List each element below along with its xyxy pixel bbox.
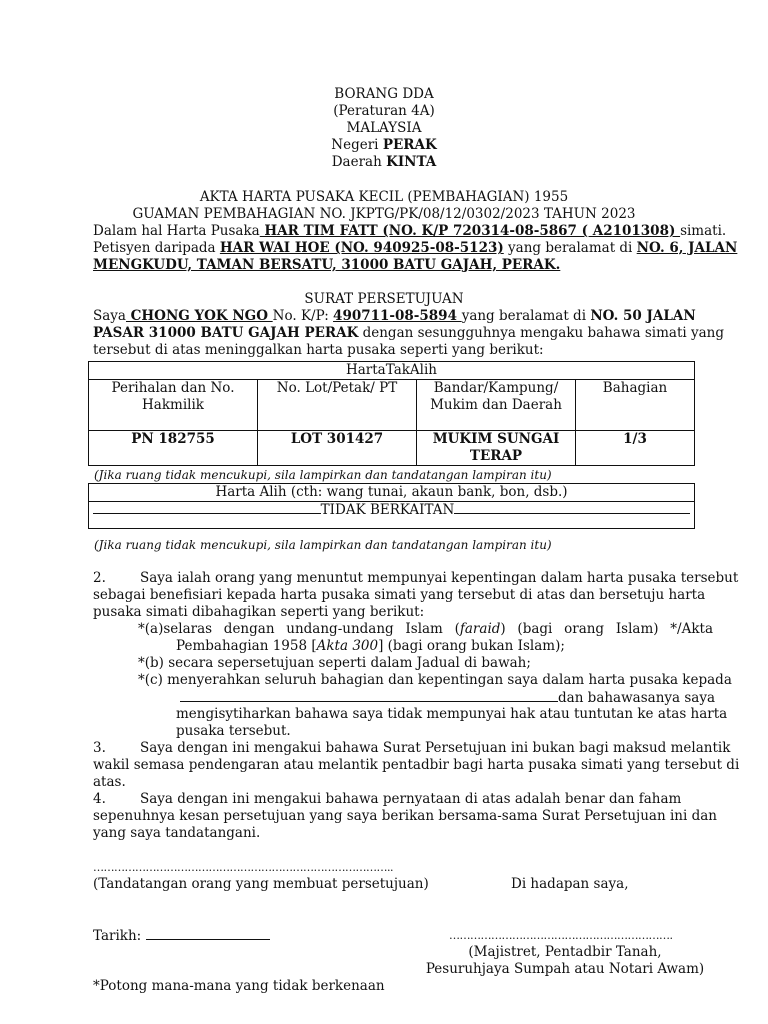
footnote: *Potong mana-mana yang tidak berkenaan	[93, 978, 385, 994]
para-4-line-1	[93, 791, 681, 808]
consent-title: SURAT PERSETUJUAN	[304, 291, 464, 307]
cell-lot: LOT 301427	[258, 431, 417, 466]
form-title: BORANG DDA	[334, 86, 434, 102]
deceased-name: HAR TIM FATT (NO. K/P 720314-08-5867 ( A2101308)	[259, 223, 681, 239]
movable-table	[88, 483, 695, 529]
date-field[interactable]	[146, 927, 270, 940]
case-number: GUAMAN PEMBAHAGIAN NO. JKPTG/PK/08/12/0302/2023 TAHUN 2023	[132, 206, 636, 222]
cell-title: PN 182755	[89, 431, 258, 466]
option-a-act: Akta 300	[316, 638, 379, 654]
district-label: Daerah	[331, 154, 382, 170]
ic-label: No. K/P:	[272, 308, 334, 324]
option-c-line-4: pusaka tersebut.	[176, 723, 291, 739]
option-a-act-post: ] (bagi orang bukan Islam);	[378, 638, 565, 654]
date-line	[93, 927, 270, 945]
consent-line-3: tersebut di atas meninggalkan harta pusaka seperti yang berikut:	[93, 342, 544, 358]
petitioner-address-2: MENGKUDU, TAMAN BERSATU, 31000 BATU GAJAH, PERAK.	[93, 257, 561, 273]
signature-label: (Tandatangan orang yang membuat persetujuan)	[93, 876, 429, 892]
petitioner-address-1: NO. 6, JALAN	[636, 240, 738, 256]
consent-line-2-suffix: dengan sesungguhnya mengaku bahawa simati yang	[362, 325, 724, 341]
option-a-act-pre: Pembahagian 1958 [	[176, 638, 317, 654]
form-district	[0, 154, 768, 171]
consenter-ic: 490711-08-5894	[333, 308, 462, 324]
consent-line-2	[93, 325, 724, 342]
option-b: *(b) secara sepersetujuan seperti dalam Jadual di bawah;	[138, 655, 531, 671]
petition-mid: yang beralamat di	[508, 240, 633, 256]
option-a-faraid: faraid	[459, 621, 501, 637]
para-2-text-1: Saya ialah orang yang menuntut mempunyai kepentingan dalam harta pusaka tersebut	[140, 570, 739, 586]
address-label: yang beralamat di	[461, 308, 591, 324]
saya-label: Saya	[93, 308, 126, 324]
immovable-note: (Jika ruang tidak mencukupi, sila lampirkan dan tandatangan lampiran itu)	[94, 468, 552, 482]
officer-line-1: (Majistret, Pentadbir Tanah,	[468, 944, 662, 960]
district-value: KINTA	[386, 154, 437, 170]
date-label: Tarikh:	[93, 928, 142, 944]
petition-line	[93, 240, 737, 257]
col-header-title: Perihalan dan No. Hakmilik	[89, 380, 258, 431]
option-a-line-2	[176, 638, 565, 655]
para-3-line-2: wakil semasa pendengaran atau melantik pentadbir bagi harta pusaka simati yang tersebut di	[93, 757, 740, 773]
consenter-name: CHONG YOK NGO	[125, 308, 273, 324]
table-row	[89, 431, 695, 466]
consenter-address-2: PASAR 31000 BATU GAJAH PERAK	[93, 325, 359, 341]
para-4-line-3: yang saya tandatangani.	[93, 825, 261, 841]
form-state	[0, 137, 768, 154]
movable-value: TIDAK BERKAITAN	[320, 502, 455, 518]
immovable-table	[88, 361, 695, 466]
option-c-line-2	[180, 689, 715, 707]
para-3-text-1: Saya dengan ini mengakui bahawa Surat Persetujuan ini bukan bagi maksud melantik	[140, 740, 731, 756]
estate-line	[93, 223, 726, 240]
option-c-line-2-text: dan bahawasanya saya	[558, 690, 716, 706]
para-2-line-2: sebagai benefisiari kepada harta pusaka simati yang tersebut di atas dan bersetuju harta	[93, 587, 706, 603]
petition-prefix: Petisyen daripada	[93, 240, 216, 256]
option-a-post: ) (bagi orang Islam) */Akta	[500, 621, 713, 637]
form-rule: (Peraturan 4A)	[333, 103, 435, 119]
para-3-line-3: atas.	[93, 774, 126, 790]
officer-line-2: Pesuruhjaya Sumpah atau Notari Awam)	[425, 961, 705, 977]
consent-line-1	[93, 308, 696, 325]
col-header-mukim: Bandar/Kampung/ Mukim dan Daerah	[417, 380, 576, 431]
para-2-number: 2.	[93, 570, 106, 586]
cell-share: 1/3	[576, 431, 695, 466]
para-3-number: 3.	[93, 740, 106, 756]
para-4-line-2: sepenuhnya kesan persetujuan yang saya berikan bersama-sama Surat Persetujuan ini dan	[93, 808, 717, 824]
movable-note: (Jika ruang tidak mencukupi, sila lampirkan dan tandatangan lampiran itu)	[94, 538, 552, 552]
cell-mukim: MUKIM SUNGAI TERAP	[417, 431, 576, 466]
state-label: Negeri	[331, 137, 379, 153]
signature-dots-right[interactable]: ……………………………………………………….	[449, 929, 673, 942]
option-c-line-3: mengisytiharkan bahawa saya tidak mempunyai hak atau tuntutan ke atas harta	[176, 706, 728, 722]
estate-suffix: simati.	[680, 223, 727, 239]
petition-address-line	[93, 257, 560, 274]
petitioner-name: HAR WAI HOE (NO. 940925-08-5123)	[219, 240, 504, 256]
para-4-text-1: Saya dengan ini mengakui bahawa pernyataan di atas adalah benar dan faham	[140, 791, 682, 807]
immovable-title: HartaTakAlih	[89, 362, 695, 380]
witness-label: Di hadapan saya,	[511, 876, 629, 892]
col-header-share: Bahagian	[576, 380, 695, 431]
para-4-number: 4.	[93, 791, 106, 807]
para-2-line-1	[93, 570, 738, 587]
beneficiary-blank[interactable]	[180, 689, 558, 702]
movable-row	[89, 502, 695, 529]
option-a-line-1	[138, 621, 713, 638]
option-a-pre: *(a)selaras dengan undang-undang Islam (	[138, 621, 460, 637]
para-3-line-1	[93, 740, 730, 757]
signature-dots-left[interactable]: …………………………………………………………………………..	[93, 861, 393, 874]
movable-title: Harta Alih (cth: wang tunai, akaun bank, bon, dsb.)	[89, 484, 695, 502]
form-country: MALAYSIA	[346, 120, 422, 136]
state-value: PERAK	[382, 137, 437, 153]
col-header-lot: No. Lot/Petak/ PT	[258, 380, 417, 431]
act-title: AKTA HARTA PUSAKA KECIL (PEMBAHAGIAN) 1955	[199, 189, 569, 205]
option-c-line-1: *(c) menyerahkan seluruh bahagian dan kepentingan saya dalam harta pusaka kepada	[138, 672, 732, 688]
estate-prefix: Dalam hal Harta Pusaka	[93, 223, 260, 239]
para-2-line-3: pusaka simati dibahagikan seperti yang berikut:	[93, 604, 425, 620]
consenter-address-1: NO. 50 JALAN	[590, 308, 696, 324]
